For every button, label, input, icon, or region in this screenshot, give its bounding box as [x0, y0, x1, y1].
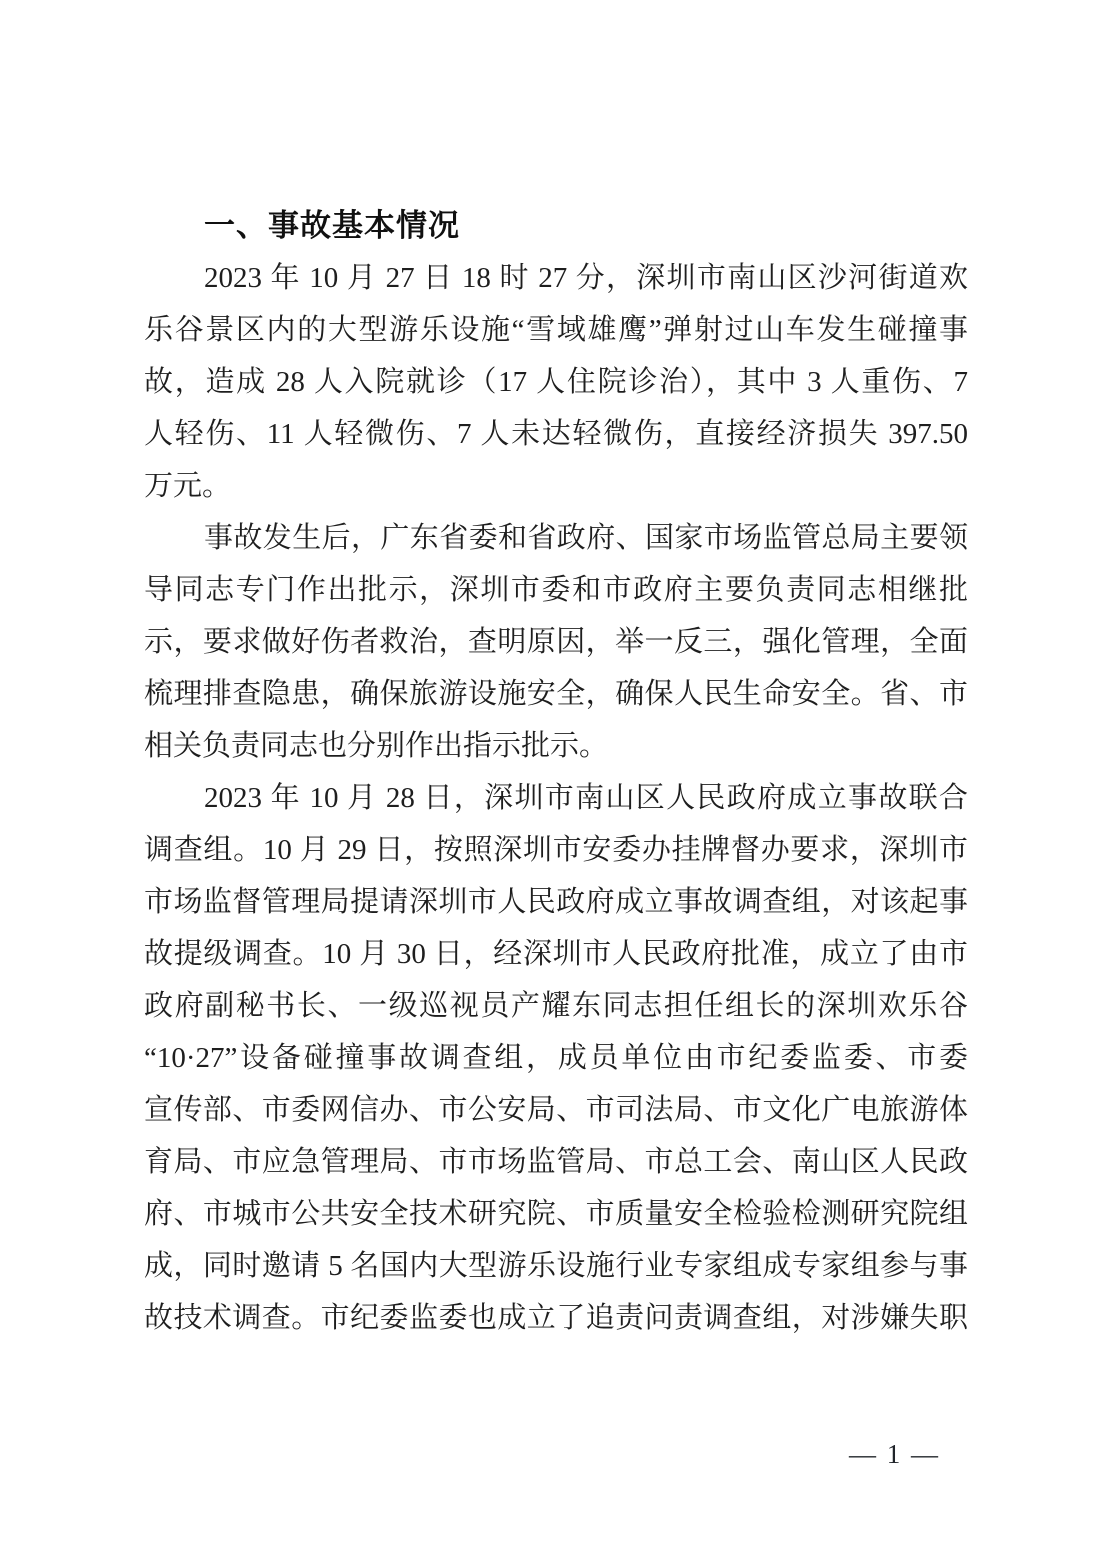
paragraph-accident-overview: [144, 252, 968, 512]
text-line: 育局、市应急管理局、市市场监管局、市总工会、南山区人民政: [144, 1146, 968, 1178]
text-line: 事故发生后，广东省委和省政府、国家市场监管总局主要领: [204, 522, 968, 554]
text-line: 乐谷景区内的大型游乐设施“雪域雄鹰”弹射过山车发生碰撞事: [144, 314, 968, 346]
text-line: 2023 年 10 月 28 日，深圳市南山区人民政府成立事故联合: [204, 782, 968, 814]
text-line: 导同志专门作出批示，深圳市委和市政府主要负责同志相继批: [144, 574, 968, 606]
page-footer: [849, 1438, 940, 1470]
text-line: 调查组。10 月 29 日，按照深圳市安委办挂牌督办要求，深圳市: [144, 834, 968, 866]
text-line: 万元。: [144, 470, 232, 502]
text-line: 2023 年 10 月 27 日 18 时 27 分，深圳市南山区沙河街道欢: [204, 262, 968, 294]
page-number: — 1 —: [849, 1439, 940, 1469]
text-line: “10·27”设备碰撞事故调查组，成员单位由市纪委监委、市委: [144, 1042, 968, 1074]
text-line: 故，造成 28 人入院就诊（17 人住院诊治），其中 3 人重伤、7: [144, 366, 968, 398]
paragraph-leadership-instructions: [144, 512, 968, 772]
text-line: 政府副秘书长、一级巡视员产耀东同志担任组长的深圳欢乐谷: [144, 990, 968, 1022]
text-line: 示，要求做好伤者救治，查明原因，举一反三，强化管理，全面: [144, 626, 968, 658]
text-line: 成，同时邀请 5 名国内大型游乐设施行业专家组成专家组参与事: [144, 1250, 968, 1282]
text-line: 故技术调查。市纪委监委也成立了追责问责调查组，对涉嫌失职: [144, 1302, 968, 1334]
paragraph-investigation-team: [144, 772, 968, 1344]
text-line: 市场监督管理局提请深圳市人民政府成立事故调查组，对该起事: [144, 886, 968, 918]
text-line: 梳理排查隐患，确保旅游设施安全，确保人民生命安全。省、市: [144, 678, 968, 710]
text-line: 府、市城市公共安全技术研究院、市质量安全检验检测研究院组: [144, 1198, 968, 1230]
section-heading: 一、事故基本情况: [204, 208, 460, 243]
text-line: 宣传部、市委网信办、市公安局、市司法局、市文化广电旅游体: [144, 1094, 968, 1126]
text-line: 故提级调查。10 月 30 日，经深圳市人民政府批准，成立了由市: [144, 938, 968, 970]
text-line: 相关负责同志也分别作出指示批示。: [144, 730, 609, 762]
text-line: 人轻伤、11 人轻微伤、7 人未达轻微伤，直接经济损失 397.50: [144, 418, 968, 450]
document-body: [144, 200, 968, 1344]
